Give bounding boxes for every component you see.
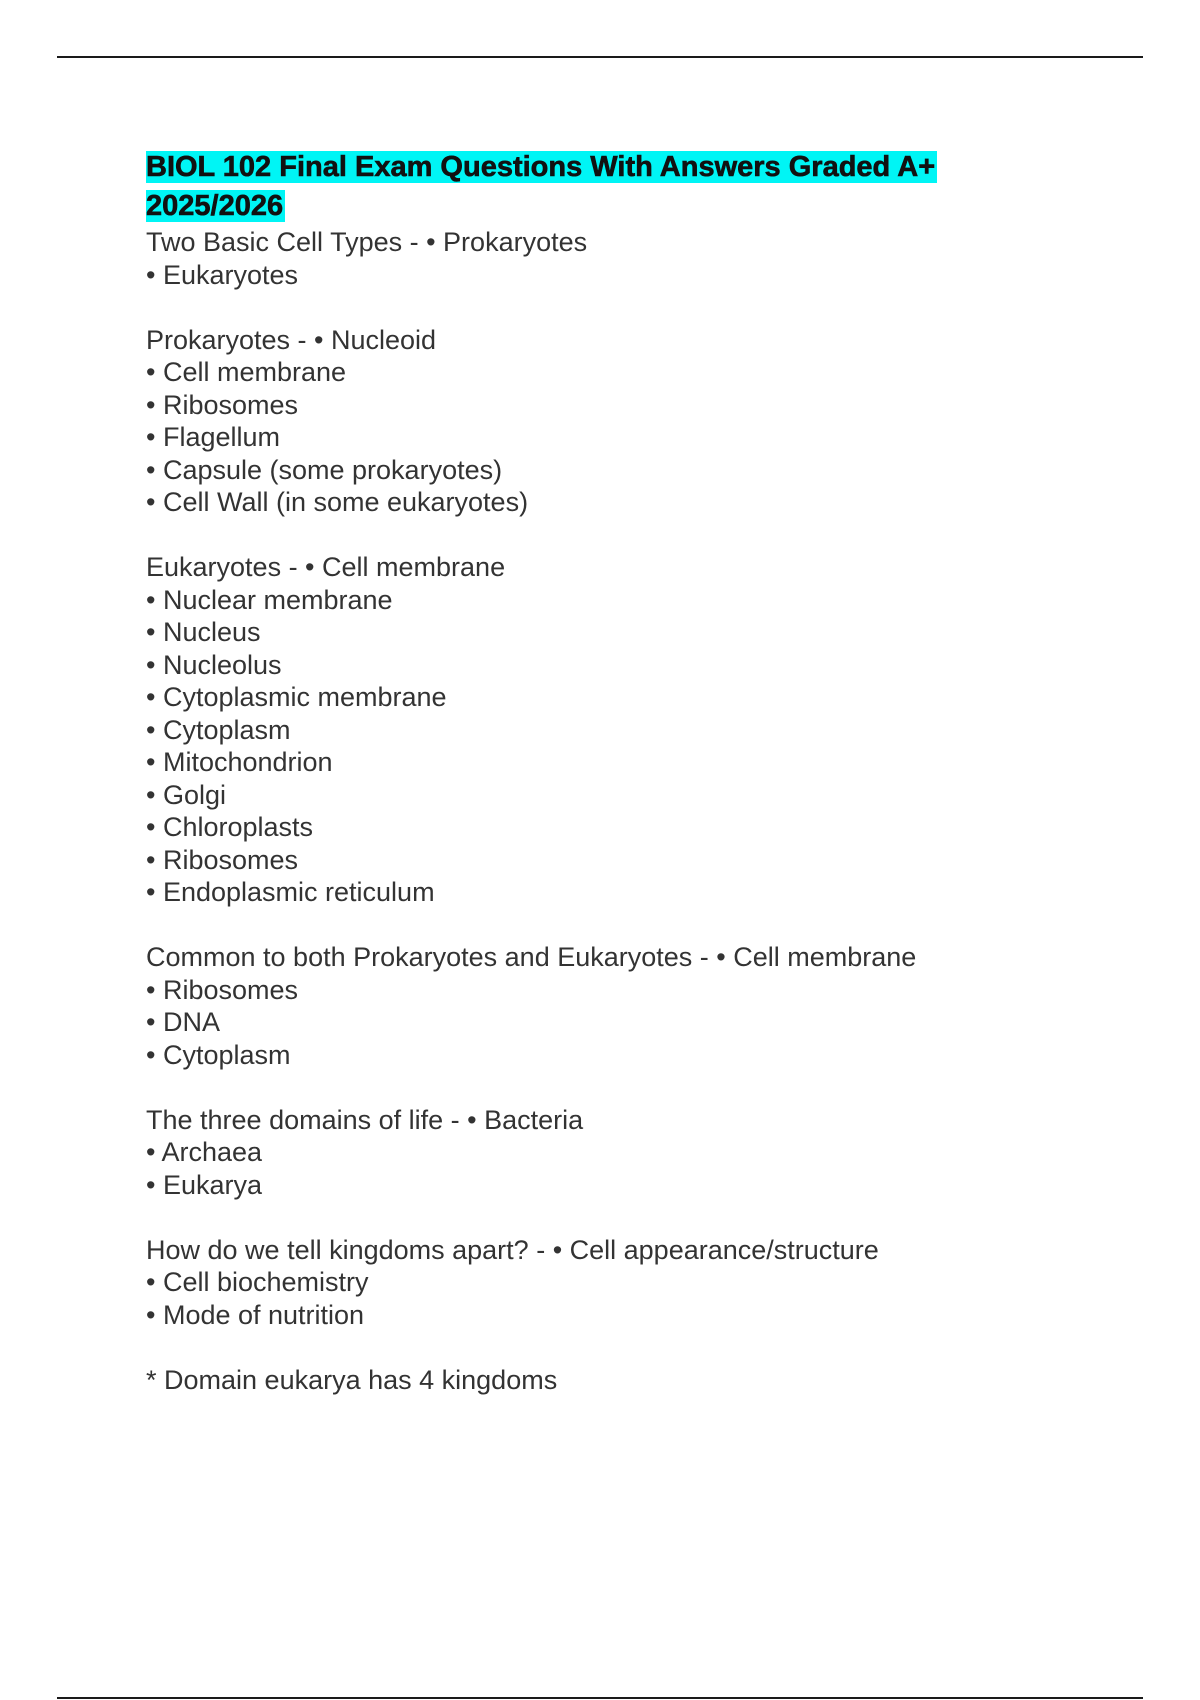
- qa-entry: [146, 324, 1106, 519]
- qa-answer-item: • Eukarya: [146, 1169, 263, 1200]
- qa-answer-item: • Cell membrane: [146, 357, 347, 387]
- qa-answer-item: • Flagellum: [146, 422, 280, 452]
- qa-entry: [146, 226, 1106, 291]
- qa-answer-item: • Cell Wall (in some eukaryotes): [146, 487, 529, 517]
- qa-question-line: Two Basic Cell Types - • Prokaryotes: [146, 227, 588, 257]
- qa-entry: [146, 941, 1106, 1071]
- qa-answer-item: • Nuclear membrane: [146, 584, 393, 615]
- qa-answer-item: • Mode of nutrition: [146, 1299, 365, 1330]
- qa-answer-item: • Mitochondrion: [146, 747, 333, 777]
- qa-question-line: Common to both Prokaryotes and Eukaryotes - • Cell membrane: [146, 942, 917, 972]
- bottom-rule: [57, 1697, 1143, 1699]
- qa-answer-item: • Ribosomes: [146, 389, 299, 420]
- qa-answer-item: • Eukaryotes: [146, 259, 299, 290]
- qa-list: [146, 226, 1106, 1331]
- qa-entry: [146, 1104, 1106, 1202]
- qa-answer-item: • Golgi: [146, 779, 226, 810]
- qa-answer-item: • Cytoplasm: [146, 1039, 291, 1070]
- qa-answer-item: • Archaea: [146, 1137, 263, 1167]
- qa-question-line: Eukaryotes - • Cell membrane: [146, 552, 506, 582]
- qa-answer-item: • Ribosomes: [146, 844, 299, 875]
- qa-answer-item: • DNA: [146, 1007, 220, 1037]
- qa-entry: [146, 551, 1106, 909]
- title-highlight: BIOL 102 Final Exam Questions With Answers Graded A+ 2025/2026: [146, 151, 936, 222]
- qa-answer-item: • Capsule (some prokaryotes): [146, 454, 503, 485]
- qa-answer-item: • Cytoplasm: [146, 714, 291, 745]
- qa-question-line: Prokaryotes - • Nucleoid: [146, 324, 437, 355]
- qa-answer-item: • Endoplasmic reticulum: [146, 877, 435, 907]
- document-body: [146, 148, 1106, 1396]
- qa-answer-item: • Ribosomes: [146, 974, 299, 1005]
- footnote: * Domain eukarya has 4 kingdoms: [146, 1364, 558, 1395]
- qa-answer-item: • Nucleus: [146, 617, 261, 647]
- top-rule: [57, 56, 1143, 58]
- qa-entry: [146, 1234, 1106, 1332]
- qa-question-line: The three domains of life - • Bacteria: [146, 1104, 584, 1135]
- qa-answer-item: • Nucleolus: [146, 649, 282, 680]
- qa-answer-item: • Cytoplasmic membrane: [146, 682, 447, 712]
- qa-answer-item: • Chloroplasts: [146, 812, 314, 842]
- document-title: [146, 148, 1036, 226]
- qa-answer-item: • Cell biochemistry: [146, 1267, 369, 1297]
- qa-question-line: How do we tell kingdoms apart? - • Cell appearance/structure: [146, 1234, 879, 1265]
